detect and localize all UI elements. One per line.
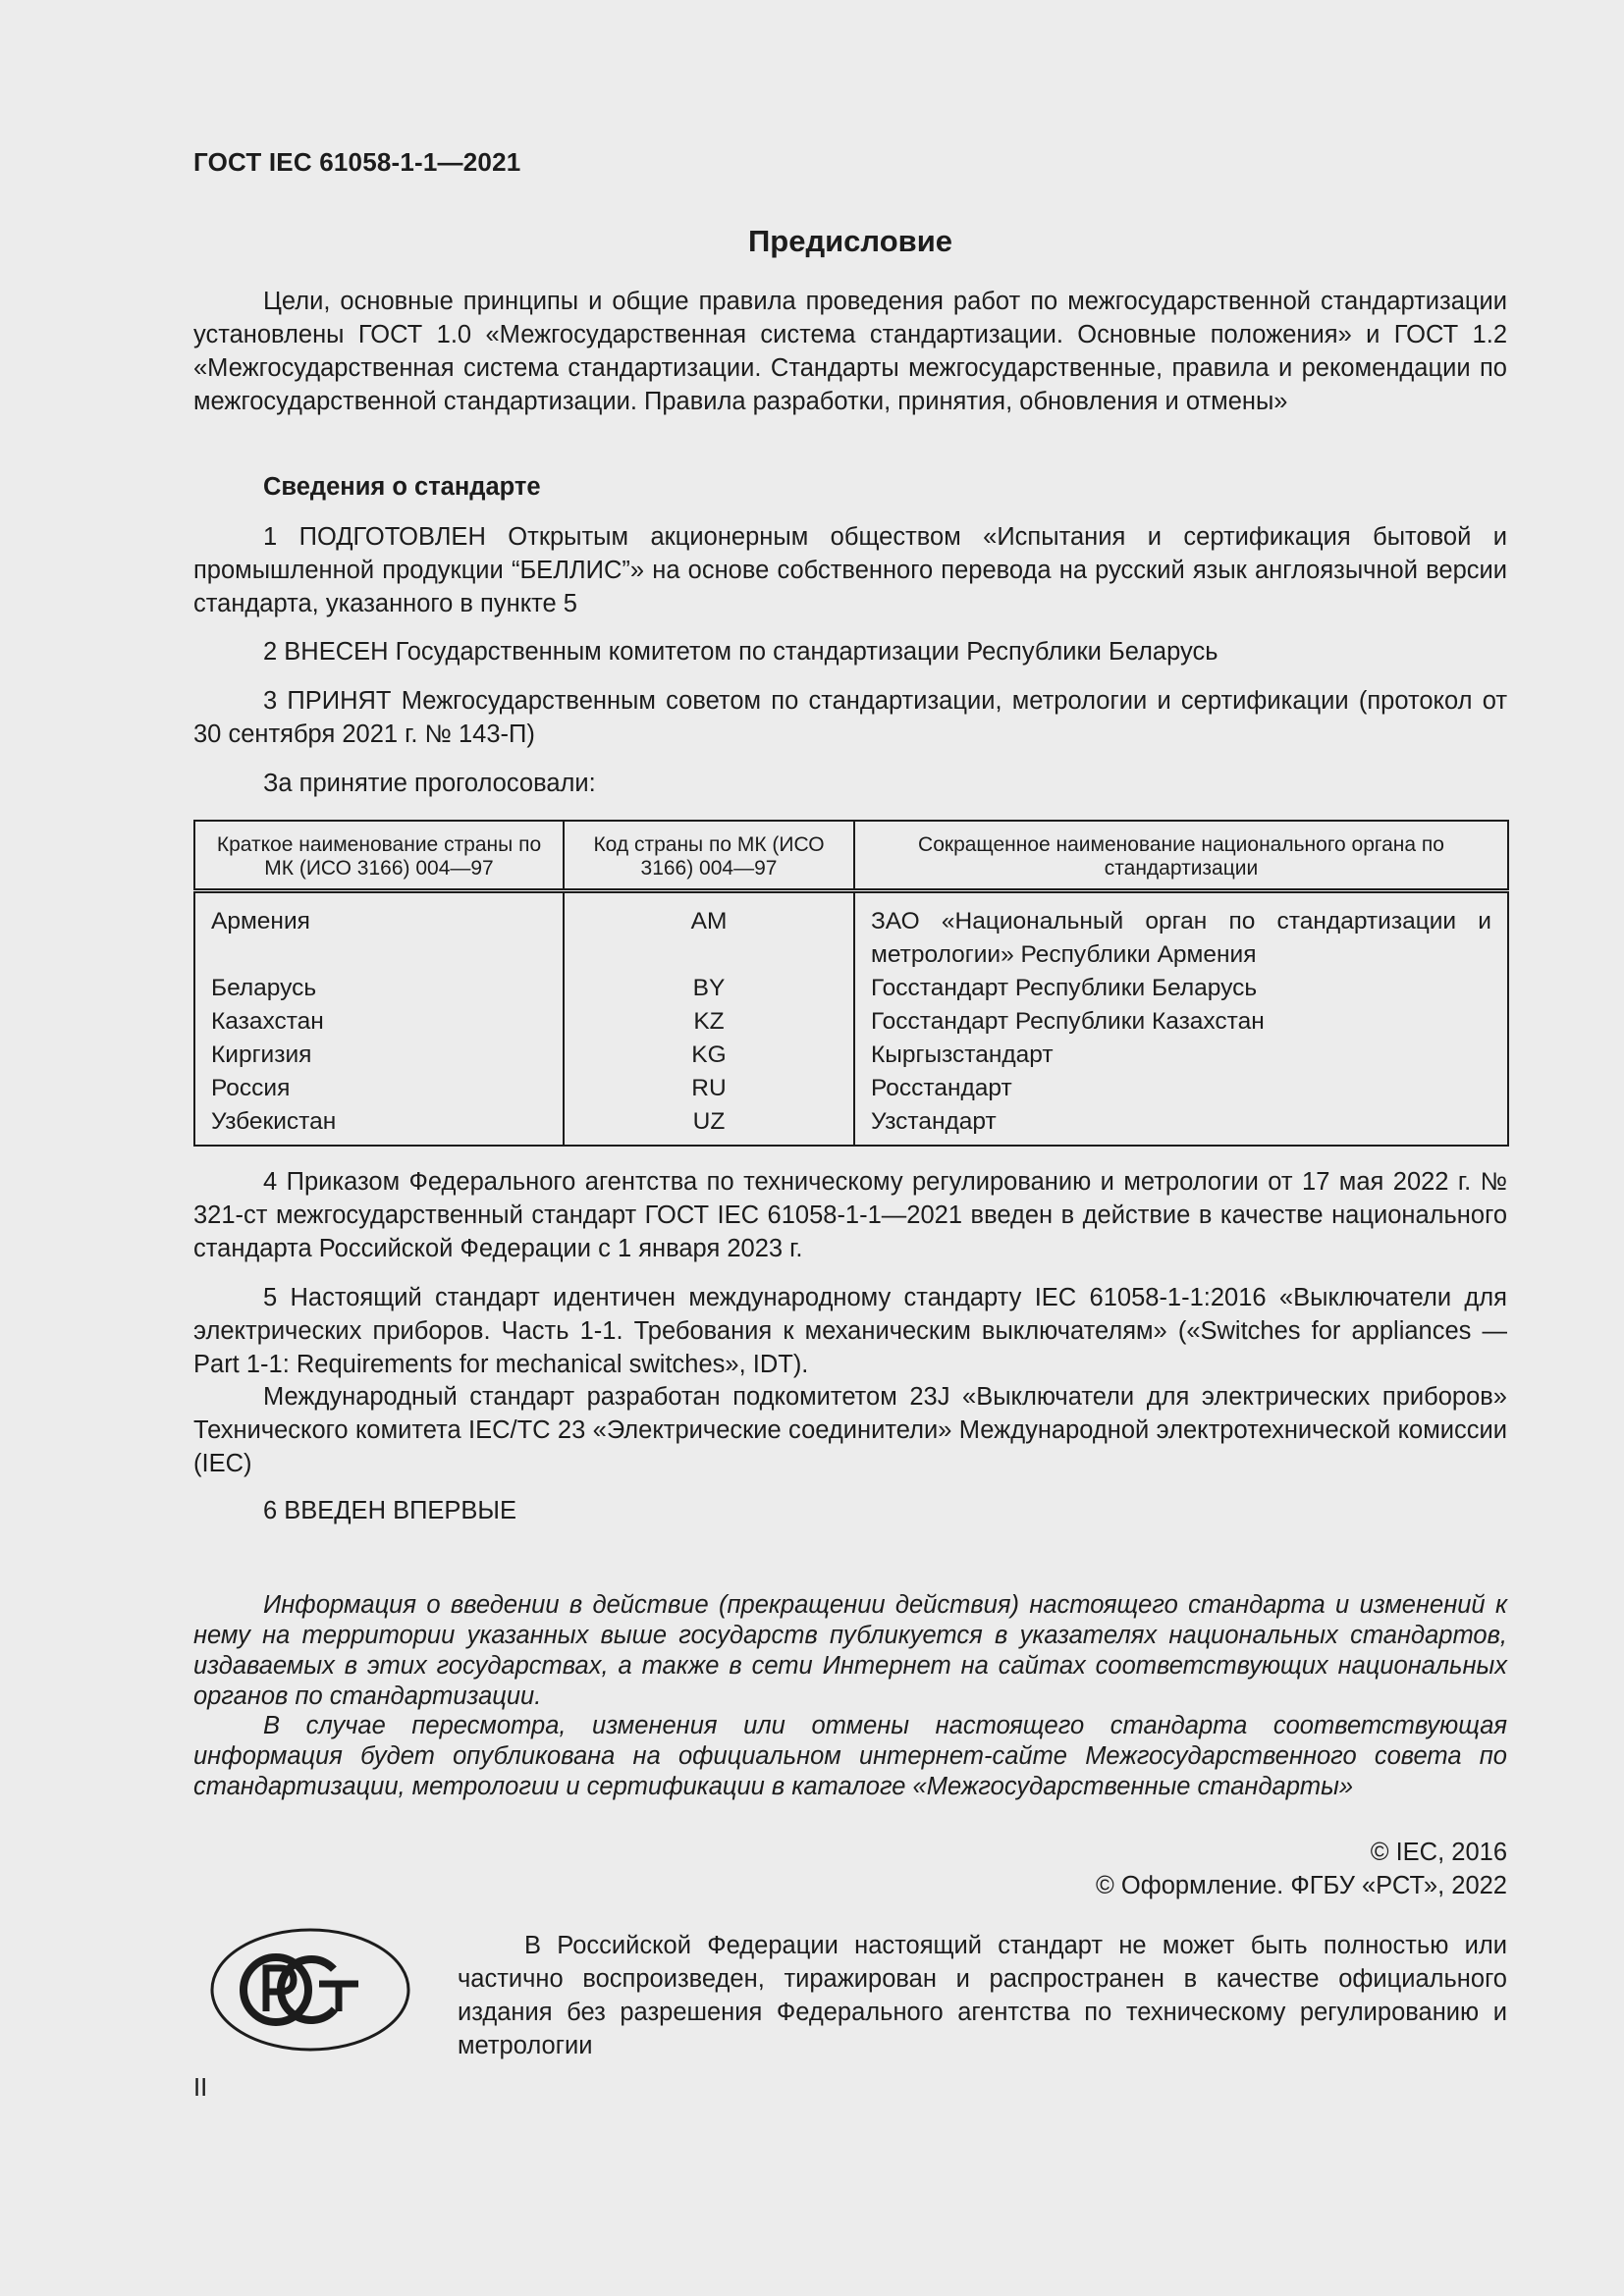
table-row bbox=[194, 1005, 1508, 1039]
paragraph-2: 2 ВНЕСЕН Государственным комитетом по стандартизации Республики Беларусь bbox=[263, 638, 1218, 666]
cell-code: BY bbox=[564, 972, 854, 1005]
cell-country: Узбекистан bbox=[194, 1105, 564, 1146]
paragraph-1: 1 ПОДГОТОВЛЕН Открытым акционерным обществом «Испытания и сертификация бытовой и промышленной продукции “БЕЛЛИС”» на основе собственного перевода на русский язык англоязычной версии стандарта, указанного в пункте 5 bbox=[193, 523, 1507, 617]
table-row bbox=[194, 1072, 1508, 1105]
cell-org: Узстандарт bbox=[854, 1105, 1508, 1146]
table-row bbox=[194, 1105, 1508, 1146]
cell-code: RU bbox=[564, 1072, 854, 1105]
cell-org: ЗАО «Национальный орган по стандартизации и метрологии» Республики Армения bbox=[854, 891, 1508, 973]
cell-country: Казахстан bbox=[194, 1005, 564, 1039]
header-code: Код страны по МК (ИСО 3166) 004—97 bbox=[564, 821, 854, 891]
page-title: Предисловие bbox=[747, 224, 952, 258]
table-row bbox=[194, 972, 1508, 1005]
cell-code: AM bbox=[564, 891, 854, 973]
info-paragraph-2: В случае пересмотра, изменения или отмены настоящего стандарта соответствующая информация будет опубликована на официальном интернет-сайте Межгосударственного совета по стандартизации, метрологии и сертификации в каталоге «Межгосударственные стандарты» bbox=[193, 1712, 1507, 1800]
header-org: Сокращенное наименование национального органа по стандартизации bbox=[854, 821, 1508, 891]
copyright-rst: © Оформление. ФГБУ «РСТ», 2022 bbox=[1096, 1872, 1507, 1899]
cell-country: Армения bbox=[194, 891, 564, 973]
cell-country: Киргизия bbox=[194, 1039, 564, 1072]
rst-certification-mark-icon bbox=[209, 1927, 411, 2053]
info-paragraph-1: Информация о введении в действие (прекращении действия) настоящего стандарта и изменений к нему на территории указанных выше государств публикуется в указателях национальных стандартов, издаваемых в этих государствах, а также в сети Интернет на сайтах соответствующих национальных органов по стандартизации. bbox=[193, 1591, 1507, 1710]
table-header-row bbox=[194, 821, 1508, 891]
cell-org: Госстандарт Республики Казахстан bbox=[854, 1005, 1508, 1039]
cell-org: Госстандарт Республики Беларусь bbox=[854, 972, 1508, 1005]
paragraph-5-continued: Международный стандарт разработан подкомитетом 23J «Выключатели для электрических приборов» Технического комитета IEC/TC 23 «Электрические соединители» Международной электротехнической комиссии (IEC) bbox=[193, 1383, 1507, 1477]
paragraph-5: 5 Настоящий стандарт идентичен международному стандарту IEC 61058-1-1:2016 «Выключатели для электрических приборов. Часть 1-1. Требования к механическим выключателям» («Switches for appliances — Part 1-1: Requirements for mechanical switches», IDT). bbox=[193, 1284, 1507, 1378]
paragraph-6: 6 ВВЕДЕН ВПЕРВЫЕ bbox=[263, 1497, 517, 1524]
page-number: II bbox=[193, 2074, 208, 2102]
cell-code: UZ bbox=[564, 1105, 854, 1146]
section-heading: Сведения о стандарте bbox=[263, 473, 541, 501]
paragraph-3: 3 ПРИНЯТ Межгосударственным советом по стандартизации, метрологии и сертификации (протокол от 30 сентября 2021 г. № 143-П) bbox=[193, 687, 1507, 748]
table-row bbox=[194, 1039, 1508, 1072]
cell-code: KG bbox=[564, 1039, 854, 1072]
cell-country: Беларусь bbox=[194, 972, 564, 1005]
voted-label: За принятие проголосовали: bbox=[263, 770, 596, 797]
cell-country: Россия bbox=[194, 1072, 564, 1105]
cell-org: Кыргызстандарт bbox=[854, 1039, 1508, 1072]
copyright-iec: © IEC, 2016 bbox=[1370, 1839, 1507, 1866]
cell-org: Росстандарт bbox=[854, 1072, 1508, 1105]
paragraph-4: 4 Приказом Федерального агентства по техническому регулированию и метрологии от 17 мая 2022 г. № 321-ст межгосударственный стандарт ГОСТ IEC 61058-1-1—2021 введен в действие в качестве национального стандарта Российской Федерации с 1 января 2023 г. bbox=[193, 1168, 1507, 1262]
intro-paragraph: Цели, основные принципы и общие правила проведения работ по межгосударственной стандартизации установлены ГОСТ 1.0 «Межгосударственная система стандартизации. Основные положения» и ГОСТ 1.2 «Межгосударственная система стандартизации. Стандарты межгосударственные, правила и рекомендации по межгосударственной стандартизации. Правила разработки, принятия, обновления и отмены» bbox=[193, 288, 1507, 415]
voting-table bbox=[193, 820, 1509, 1147]
document-code: ГОСТ IEC 61058-1-1—2021 bbox=[193, 147, 521, 177]
header-country: Краткое наименование страны по МК (ИСО 3166) 004—97 bbox=[194, 821, 564, 891]
copyright-notice: В Российской Федерации настоящий стандарт не может быть полностью или частично воспроизведен, тиражирован и распространен в качестве официального издания без разрешения Федерального агентства по техническому регулированию и метрологии bbox=[458, 1932, 1507, 2059]
cell-code: KZ bbox=[564, 1005, 854, 1039]
table-row bbox=[194, 891, 1508, 973]
